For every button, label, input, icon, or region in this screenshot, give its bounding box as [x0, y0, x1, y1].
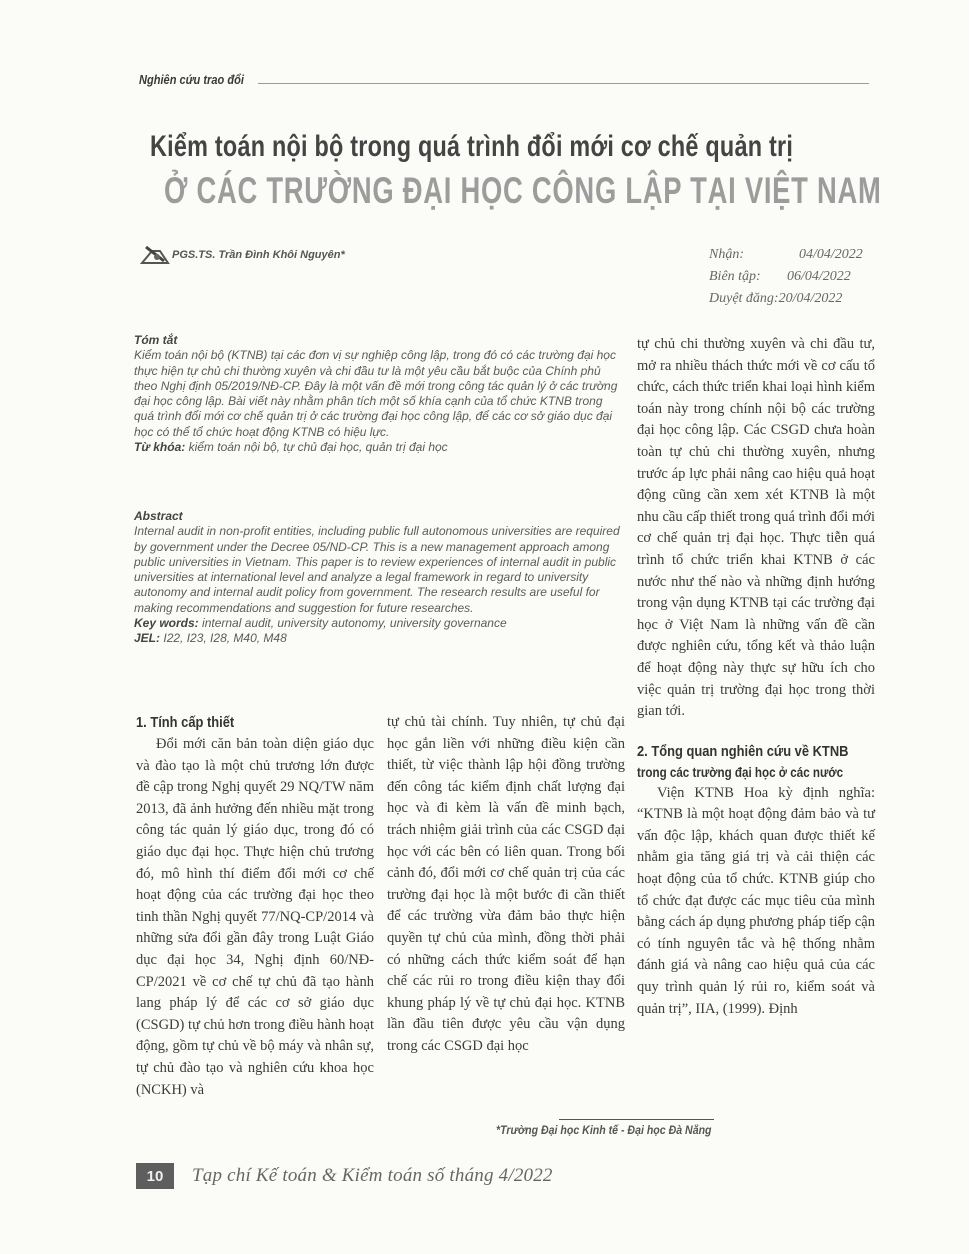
- page-footer: [136, 1163, 553, 1189]
- intro-continuation-paragraph: tự chủ chi thường xuyên và chi đầu tư, mở ra nhiều thách thức mới về cơ cấu tổ chức, cách thức triển khai loại hình kiểm toán này trong chính nội bộ các trường đại học công lập. Các CSGD chưa hoàn toàn tự chủ chi thường xuyên, nhưng trước áp lực phải nâng cao hiệu quả hoạt động cũng cần xem xét KTNB là một nhu cầu cấp thiết trong quá trình đổi mới cơ chế quản trị đại học. Thực tiễn quá trình tổ chức triển khai KTNB ở các nước như thế nào và những định hướng trong vận dụng KTNB tại các trường đại học ở Việt Nam là những vấn đề cần được nghiên cứu, tổng kết và thảo luận để hoạt động này thực sự hữu ích cho việc quản trị trường đại học trong thời gian tới.: [637, 336, 875, 720]
- section-tag-rule: [258, 83, 869, 84]
- page-number: 10: [136, 1163, 174, 1189]
- pen-writing-icon: [140, 245, 170, 265]
- author-name: PGS.TS. Trần Đình Khôi Nguyên*: [172, 249, 345, 261]
- author-byline: [140, 245, 345, 265]
- author-affiliation-footnote: *Trường Đại học Kinh tế - Đại học Đà Nẵng: [496, 1125, 712, 1137]
- abstract-vi-keywords: Từ khóa: kiểm toán nội bộ, tự chủ đại học, quản trị đại học: [134, 440, 448, 455]
- section-1-paragraph-a: Đổi mới căn bản toàn diện giáo dục và đào tạo là một chủ trương lớn được đề cập trong Nghị quyết 29 NQ/TW năm 2013, đã ảnh hưởng đến nhiều mặt trong công tác quản lý giáo dục, trong đó có giáo dục đại học. Thực hiện chủ trương đó, mô hình thí điểm đổi mới cơ chế hoạt động của các trường đại học theo tinh thần Nghị quyết 77/NQ-CP/2014 và những sửa đổi gần đây trong Luật Giáo dục đại học 34, Nghị định 60/NĐ-CP/2021 về cơ chế tự chủ đã tạo hành lang pháp lý để các cơ sở giáo dục (CSGD) tự chủ hơn trong điều hành hoạt động, gồm tự chủ về bộ máy và nhân sự, tự chủ đào tạo và nghiên cứu khoa học (NCKH) và: [136, 736, 374, 1098]
- body-column-3: [637, 334, 875, 1020]
- abstract-en-keywords: Key words: internal audit, university autonomy, university governance: [134, 616, 507, 631]
- date-edited: Biên tập: 06/04/2022: [709, 269, 851, 284]
- body-column-1: [136, 712, 374, 1101]
- article-title-line1: Kiểm toán nội bộ trong quá trình đổi mới cơ chế quản trị: [150, 130, 794, 163]
- footnote-divider: [559, 1119, 714, 1120]
- abstract-en-heading: Abstract: [134, 509, 183, 523]
- abstract-vi-body: Kiểm toán nội bộ (KTNB) tại các đơn vị sự nghiệp công lập, trong đó có các trường đại học thực hiện tự chủ chi thường xuyên và chi đầu tư là một yêu cầu bắt buộc của Chính phủ theo Nghị định 05/2019/NĐ-CP. Đây là một vấn đề mới trong công tác quản lý ở các trường đại học công lập. Bài viết này nhằm phân tích một số khía cạnh của tổ chức KTNB trong quá trình đổi mới cơ chế quản trị ở các trường đại học công lập, để các cơ sở giáo dục đại học có thể tổ chức hoạt động KTNB có hiệu lực.: [134, 348, 618, 439]
- journal-name: Tạp chí Kế toán & Kiểm toán số tháng 4/2022: [192, 1165, 553, 1186]
- abstract-en-jel: JEL: I22, I23, I28, M40, M48: [134, 631, 287, 646]
- abstract-vi-heading: Tóm tắt: [134, 333, 178, 347]
- section-1-paragraph-b: tự chủ tài chính. Tuy nhiên, tự chủ đại học gắn liền với những điều kiện cần thiết, từ việc thành lập hội đồng trường đến công tác kiểm định chất lượng đại học và đi kèm là vấn đề minh bạch, trách nhiệm giải trình của các CSGD đại học với các bên có liên quan. Trong bối cảnh đó, đổi mới cơ chế quản trị của các trường đại học là một bước đi cần thiết để các trường vừa đảm bảo thực hiện quyền tự chủ của mình, đồng thời phải có những cách thức kiểm soát để hạn chế các rủi ro trong điều kiện thay đổi khung pháp lý về tự chủ đại học. KTNB lần đầu tiên được yêu cầu vận dụng trong các CSGD đại học: [387, 714, 625, 1054]
- section-2-paragraph: Viện KTNB Hoa kỳ định nghĩa: “KTNB là một hoạt động đảm bảo và tư vấn độc lập, khách quan được thiết kế nhằm gia tăng giá trị và cải thiện các hoạt động của tổ chức. KTNB giúp cho tổ chức đạt được các mục tiêu của mình bằng cách áp dụng phương pháp tiếp cận có tính nguyên tắc và hệ thống nhằm đánh giá và nâng cao hiệu quả của các quy trình quản lý rủi ro, kiểm soát và quản trị”, IIA, (1999). Định: [637, 784, 875, 1017]
- abstract-en-body: Internal audit in non-profit entities, including public full autonomous universities are required by government under the Decree 05/ND-CP. This is a new management approach among public universities in Vietnam. This paper is to review experiences of internal audit in public universities at international level and analyze a legal framework in regard to university autonomy and internal audit policy from government. The research results are useful for making recommendations and suggestion for future researches.: [134, 524, 620, 615]
- article-dates: [709, 244, 879, 310]
- date-approved: Duyệt đăng: 20/04/2022: [709, 291, 843, 306]
- article-title-line2: Ở CÁC TRƯỜNG ĐẠI HỌC CÔNG LẬP TẠI VIỆT NAM: [164, 170, 882, 211]
- section-tag: [139, 72, 869, 87]
- abstract-english: [134, 509, 622, 647]
- section-2-heading: 2. Tổng quan nghiên cứu về KTNB trong các trường đại học ở các nước: [637, 742, 849, 780]
- abstract-vietnamese: [134, 333, 622, 455]
- section-tag-label: Nghiên cứu trao đổi: [139, 72, 244, 87]
- section-1-heading: 1. Tính cấp thiết: [136, 714, 235, 731]
- date-received: Nhận: 04/04/2022: [709, 247, 863, 262]
- body-column-2: [387, 712, 625, 1058]
